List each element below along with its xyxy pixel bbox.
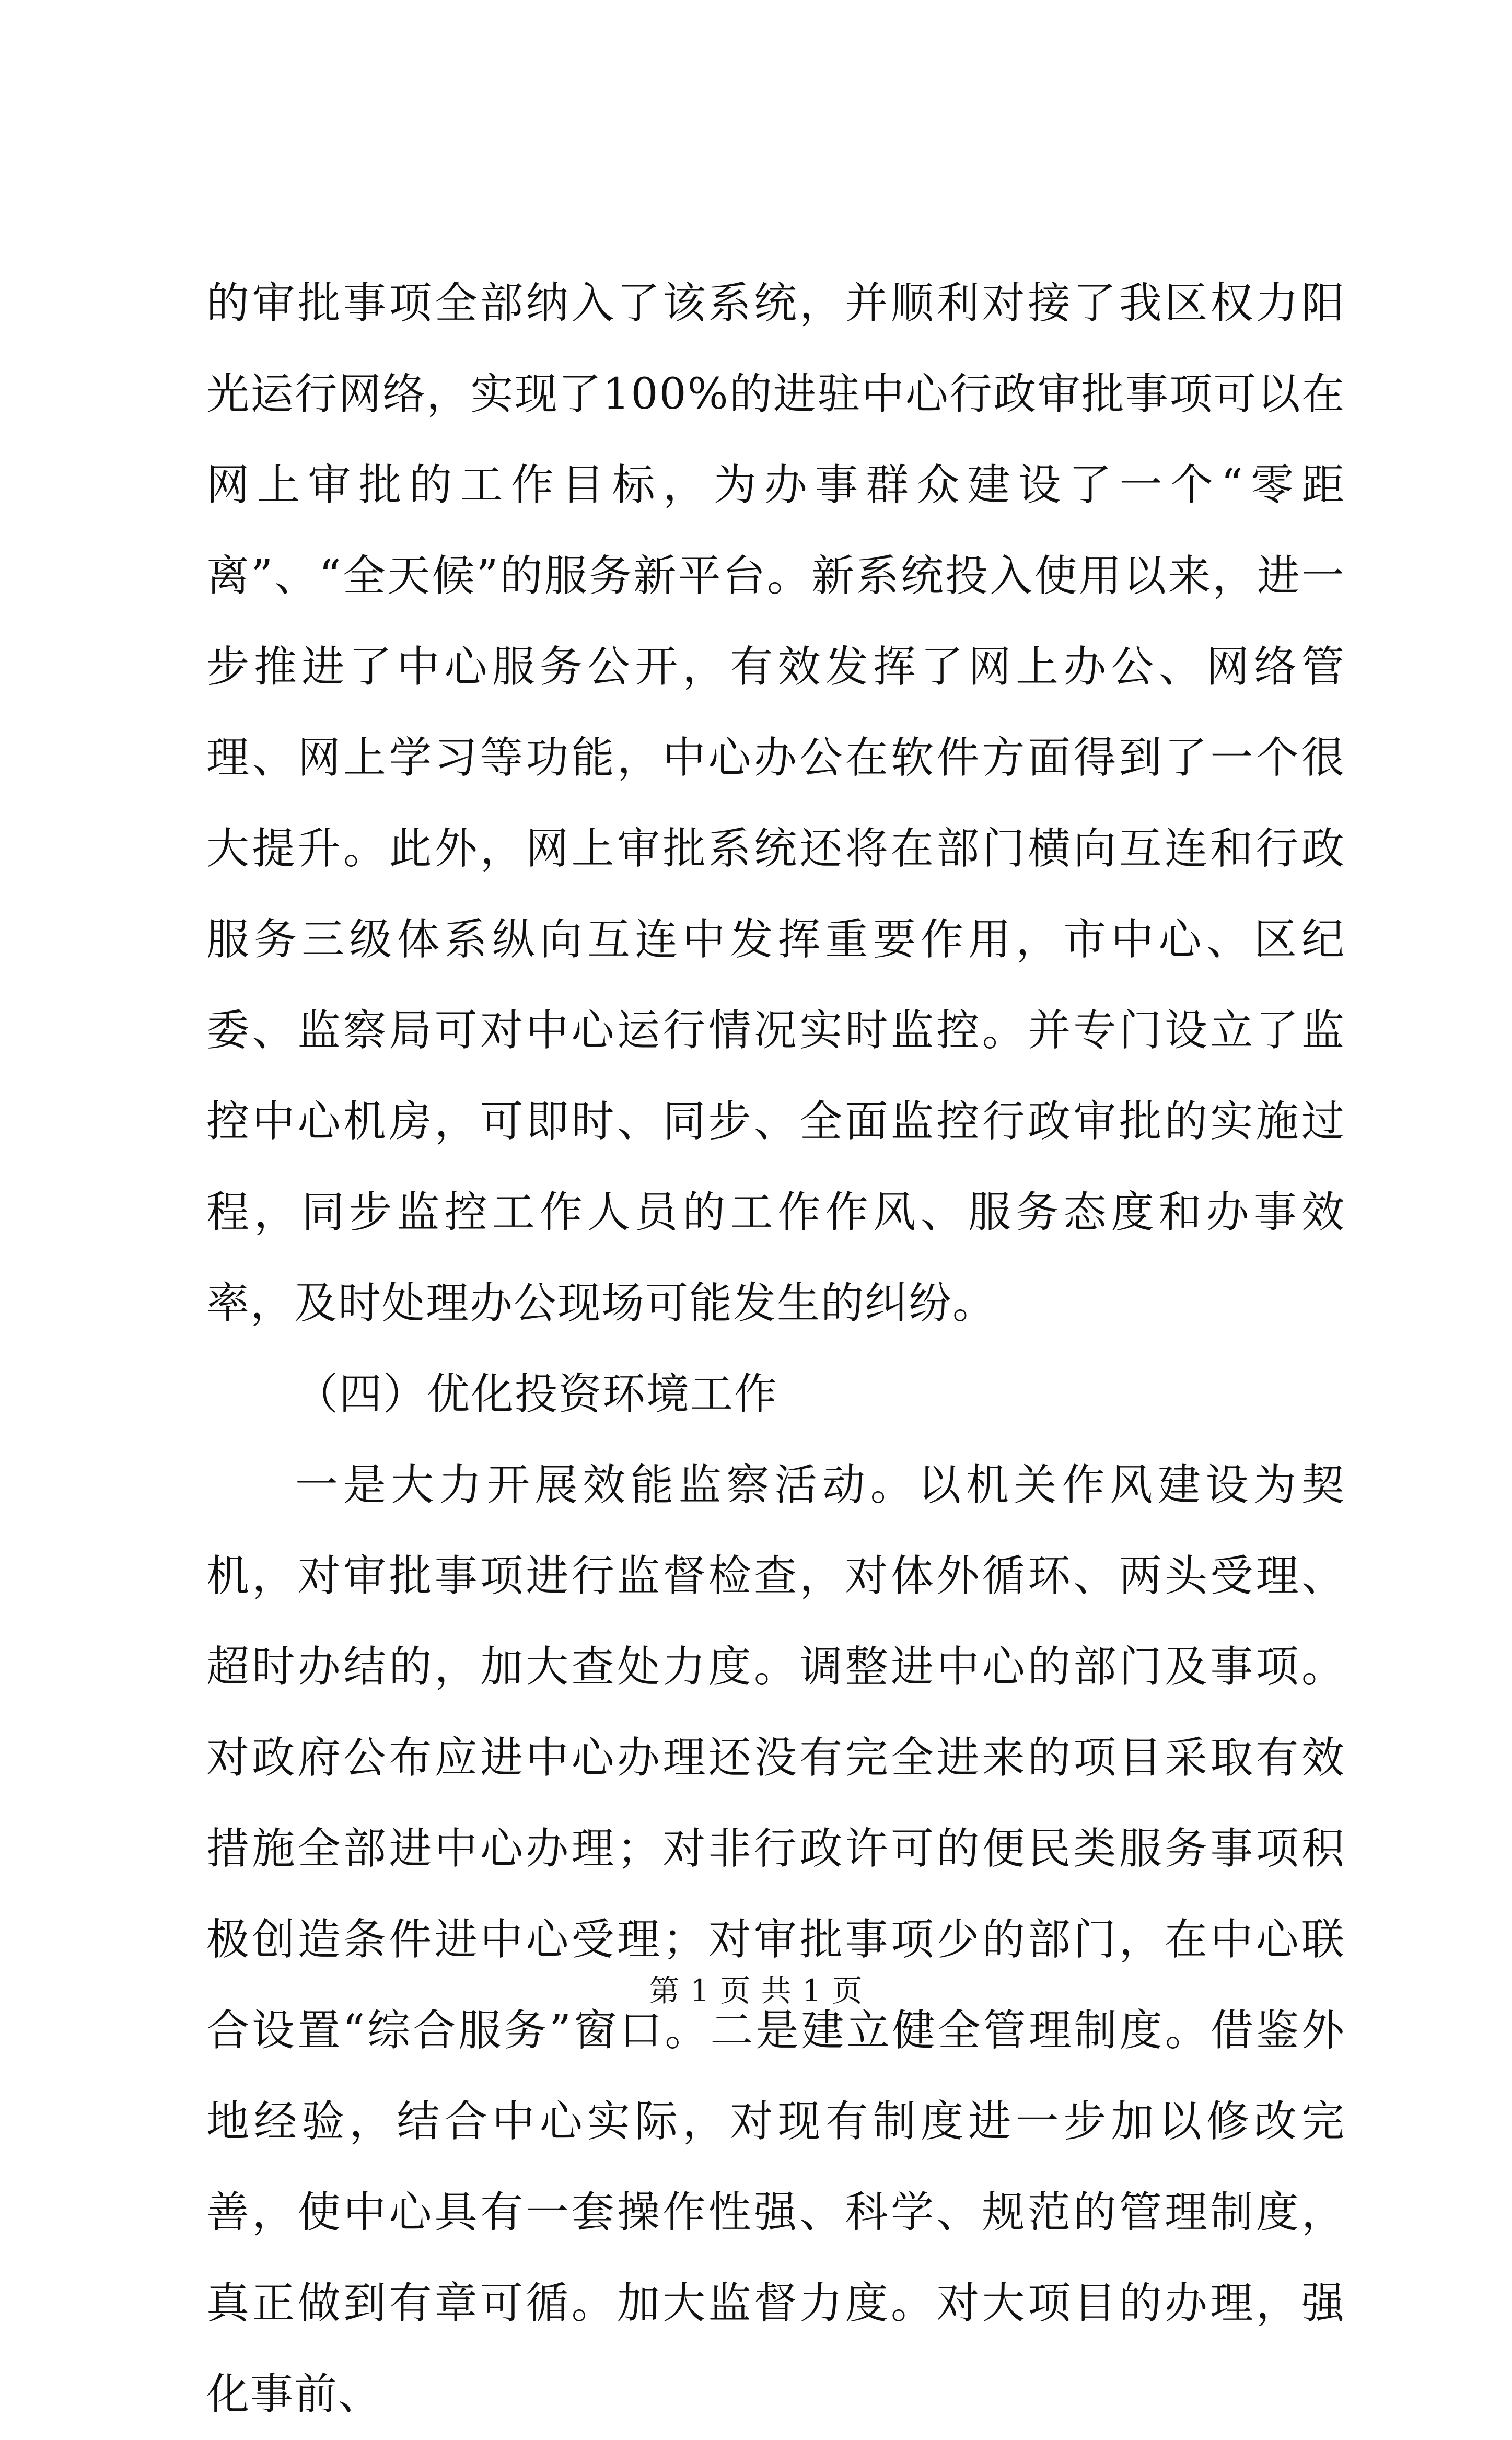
document-body (206, 258, 1345, 2440)
section-heading: （四）优化投资环境工作 (295, 1369, 778, 1419)
paragraph-continued: 的审批事项全部纳入了该系统，并顺利对接了我区权力阳光运行网络，实现了100%的进驻中心行政审批事项可以在网上审批的工作目标，为办事群众建设了一个“零距离”、“全天候”的服务新平台。新系统投入使用以来，进一步推进了中心服务公开，有效发挥了网上办公、网络管理、网上学习等功能，中心办公在软件方面得到了一个很大提升。此外，网上审批系统还将在部门横向互连和行政服务三级体系纵向互连中发挥重要作用，市中心、区纪委、监察局可对中心运行情况实时监控。并专门设立了监控中心机房，可即时、同步、全面监控行政审批的实施过程，同步监控工作人员的工作作风、服务态度和办事效率，及时处理办公现场可能发生的纠纷。 (206, 278, 1345, 1328)
page-footer: 第 1 页 共 1 页 (649, 1973, 863, 2008)
paragraph-body: 一是大力开展效能监察活动。以机关作风建设为契机，对审批事项进行监督检查，对体外循环、两头受理、超时办结的，加大查处力度。调整进中心的部门及事项。对政府公布应进中心办理还没有完全进来的项目采取有效措施全部进中心办理；对非行政许可的便民类服务事项积极创造条件进中心受理；对审批事项少的部门，在中心联合设置“综合服务”窗口。二是建立健全管理制度。借鉴外地经验，结合中心实际，对现有制度进一步加以修改完善，使中心具有一套操作性强、科学、规范的管理制度，真正做到有章可循。加大监督力度。对大项目的办理，强化事前、 (206, 1460, 1345, 2419)
